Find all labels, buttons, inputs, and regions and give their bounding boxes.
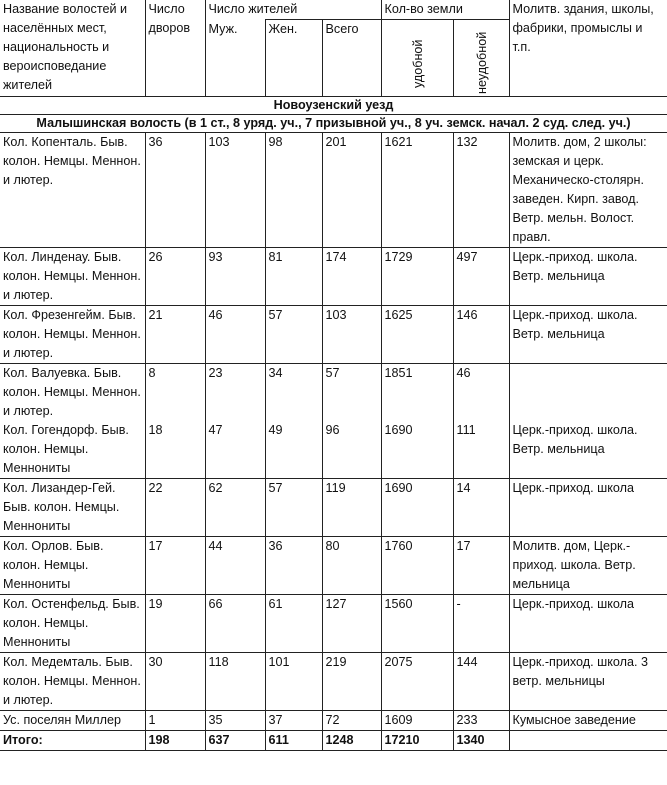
totals-female: 611 (265, 731, 322, 751)
cell-name: Кол. Орлов. Быв. колон. Немцы. Меннониты (0, 537, 145, 595)
cell-yards: 17 (145, 537, 205, 595)
cell-nonarable: 132 (453, 133, 509, 248)
header-yards-bottom: дворов (148, 21, 191, 35)
volost-title: Малышинская волость (в 1 ст., 8 уряд. уч., 7 призывной уч., 8 уч. земск. начал. 2 суд. след. уч.) (0, 115, 667, 133)
cell-male: 66 (205, 595, 265, 653)
header-arable: удобной (411, 39, 426, 89)
cell-yards: 21 (145, 306, 205, 364)
cell-name: Кол. Копенталь. Быв. колон. Немцы. Меннон. и лютер. (0, 133, 145, 248)
cell-name: Кол. Лизандер-Гей. Быв. колон. Немцы. Меннониты (0, 479, 145, 537)
cell-total: 127 (322, 595, 381, 653)
totals-total: 1248 (322, 731, 381, 751)
cell-notes: Церк.-приход. школа. Ветр. мельница (509, 306, 667, 364)
table-row (0, 595, 667, 653)
cell-male: 44 (205, 537, 265, 595)
cell-arable: 1621 (381, 133, 453, 248)
cell-arable: 1625 (381, 306, 453, 364)
cell-total: 103 (322, 306, 381, 364)
cell-notes: Молитв. дом, Церк.-приход. школа. Ветр. мельница (509, 537, 667, 595)
totals-male: 637 (205, 731, 265, 751)
table-row (0, 537, 667, 595)
uezd-title: Новоузенский уезд (0, 97, 667, 115)
cell-nonarable: 144 (453, 653, 509, 711)
cell-male: 23 (205, 364, 265, 422)
cell-arable: 1851 (381, 364, 453, 422)
totals-arable: 17210 (381, 731, 453, 751)
header-nonarable-cell (453, 20, 509, 97)
cell-notes: Церк.-приход. школа. Ветр. мельница (509, 421, 667, 479)
totals-notes (509, 731, 667, 751)
header-name: Название волостей и населённых мест, национальность и вероисповедание жителей (0, 0, 145, 97)
table-row (0, 479, 667, 537)
cell-nonarable: 146 (453, 306, 509, 364)
cell-male: 118 (205, 653, 265, 711)
cell-name: Кол. Линденау. Быв. колон. Немцы. Меннон. и лютер. (0, 248, 145, 306)
cell-arable: 1609 (381, 711, 453, 731)
cell-total: 201 (322, 133, 381, 248)
cell-arable: 1690 (381, 479, 453, 537)
table-row (0, 133, 667, 248)
cell-nonarable: 46 (453, 364, 509, 422)
cell-total: 219 (322, 653, 381, 711)
table-row (0, 421, 667, 479)
cell-arable: 1760 (381, 537, 453, 595)
cell-total: 119 (322, 479, 381, 537)
cell-female: 98 (265, 133, 322, 248)
cell-nonarable: 233 (453, 711, 509, 731)
cell-female: 37 (265, 711, 322, 731)
cell-notes: Церк.-приход. школа. Ветр. мельница (509, 248, 667, 306)
cell-nonarable: 17 (453, 537, 509, 595)
cell-total: 57 (322, 364, 381, 422)
cell-total: 96 (322, 421, 381, 479)
cell-notes: Молитв. дом, 2 школы: земская и церк. Механическо-столярн. заведен. Кирп. завод. Ветр. мельн. Волост. правл. (509, 133, 667, 248)
cell-yards: 19 (145, 595, 205, 653)
totals-label: Итого: (0, 731, 145, 751)
cell-male: 103 (205, 133, 265, 248)
cell-arable: 1560 (381, 595, 453, 653)
header-nonarable: неудобной (475, 31, 490, 94)
header-female: Жен. (265, 20, 322, 97)
table-row (0, 248, 667, 306)
cell-name: Кол. Фрезенгейм. Быв. колон. Немцы. Меннон. и лютер. (0, 306, 145, 364)
cell-yards: 18 (145, 421, 205, 479)
totals-row (0, 731, 667, 751)
cell-notes: Церк.-приход. школа (509, 479, 667, 537)
header-land: Кол-во земли (381, 0, 509, 20)
header-yards (145, 0, 205, 97)
cell-nonarable: - (453, 595, 509, 653)
totals-nonarable: 1340 (453, 731, 509, 751)
cell-female: 57 (265, 479, 322, 537)
cell-name: Ус. поселян Миллер (0, 711, 145, 731)
cell-yards: 26 (145, 248, 205, 306)
table-row (0, 711, 667, 731)
header-arable-cell (381, 20, 453, 97)
cell-female: 81 (265, 248, 322, 306)
cell-notes: Кумысное заведение (509, 711, 667, 731)
cell-yards: 8 (145, 364, 205, 422)
cell-yards: 1 (145, 711, 205, 731)
cell-male: 62 (205, 479, 265, 537)
table-row (0, 653, 667, 711)
header-row (0, 0, 667, 20)
header-total: Всего (322, 20, 381, 97)
header-buildings: Молитв. здания, школы, фабрики, промыслы и т.п. (509, 0, 667, 97)
cell-name: Кол. Медемталь. Быв. колон. Немцы. Меннон. и лютер. (0, 653, 145, 711)
header-residents: Число жителей (205, 0, 381, 20)
cell-female: 34 (265, 364, 322, 422)
cell-female: 49 (265, 421, 322, 479)
cell-name: Кол. Гогендорф. Быв. колон. Немцы. Меннониты (0, 421, 145, 479)
cell-nonarable: 497 (453, 248, 509, 306)
header-male: Муж. (205, 20, 265, 97)
cell-male: 93 (205, 248, 265, 306)
cell-total: 72 (322, 711, 381, 731)
cell-total: 80 (322, 537, 381, 595)
cell-yards: 36 (145, 133, 205, 248)
header-yards-top: Число (148, 2, 185, 16)
cell-arable: 1729 (381, 248, 453, 306)
cell-arable: 2075 (381, 653, 453, 711)
cell-female: 61 (265, 595, 322, 653)
cell-total: 174 (322, 248, 381, 306)
cell-female: 101 (265, 653, 322, 711)
cell-notes: Церк.-приход. школа. 3 ветр. мельницы (509, 653, 667, 711)
totals-yards: 198 (145, 731, 205, 751)
table-row (0, 364, 667, 422)
cell-name: Кол. Валуевка. Быв. колон. Немцы. Меннон. и лютер. (0, 364, 145, 422)
cell-yards: 30 (145, 653, 205, 711)
cell-arable: 1690 (381, 421, 453, 479)
cell-name: Кол. Остенфельд. Быв. колон. Немцы. Меннониты (0, 595, 145, 653)
cell-notes: Церк.-приход. школа (509, 595, 667, 653)
cell-nonarable: 14 (453, 479, 509, 537)
cell-notes (509, 364, 667, 422)
table-row (0, 306, 667, 364)
cell-nonarable: 111 (453, 421, 509, 479)
cell-male: 46 (205, 306, 265, 364)
cell-yards: 22 (145, 479, 205, 537)
cell-female: 36 (265, 537, 322, 595)
cell-male: 47 (205, 421, 265, 479)
cell-male: 35 (205, 711, 265, 731)
cell-female: 57 (265, 306, 322, 364)
